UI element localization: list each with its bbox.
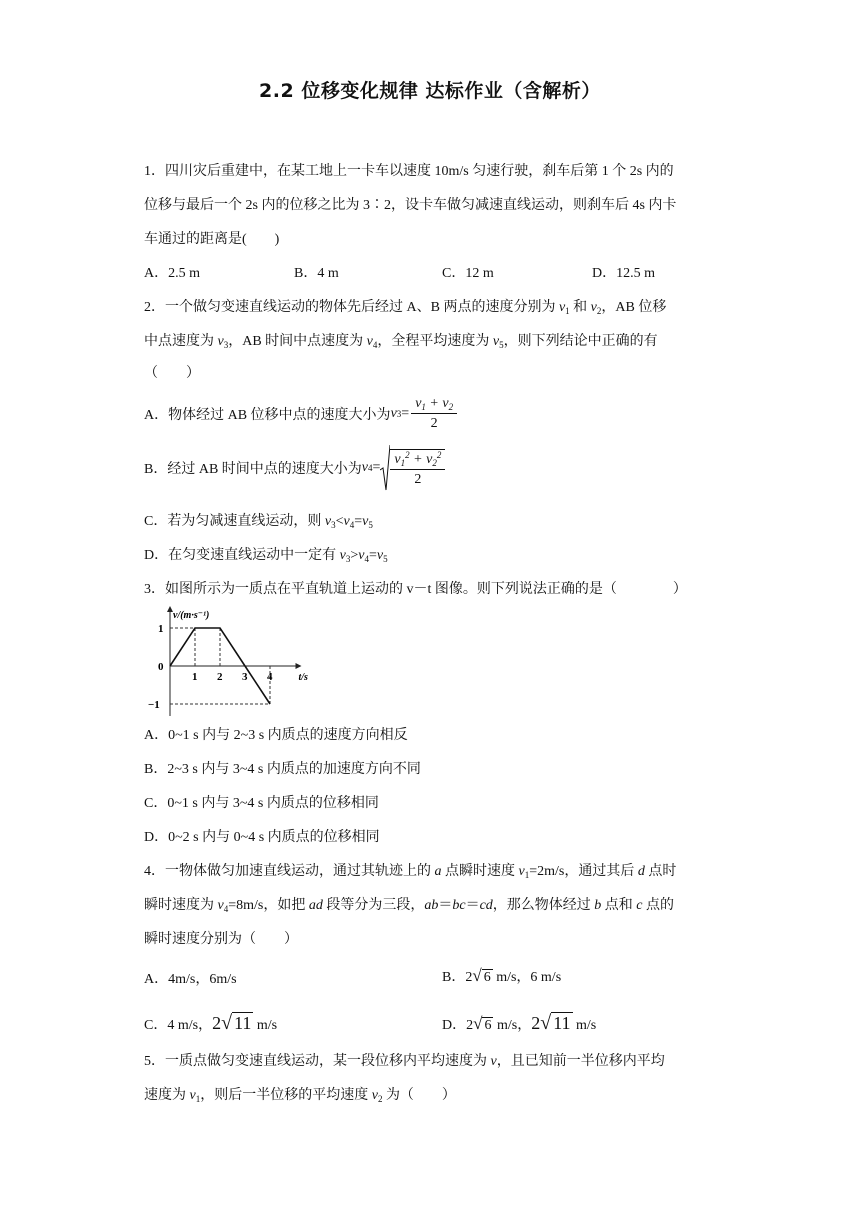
q4-option-b: B．2√ 6 m/s，6 m/s bbox=[442, 966, 562, 985]
x-tick-label: 2 bbox=[217, 671, 223, 683]
q2-line1: 2．一个做匀变速直线运动的物体先后经过 A、B 两点的速度分别为 $v_1$ 和 $v_2$，AB 位移 bbox=[144, 300, 667, 316]
q1-option-d: D．12.5 m bbox=[592, 266, 655, 281]
q1-line2: 位移与最后一个 2s 内的位移之比为 3∶2，设卡车做匀减速直线运动，则刹车后 4s 内卡 bbox=[144, 198, 677, 213]
q3-line1: 3．如图所示为一质点在平直轨道上运动的 v－t 图像。则下列说法正确的是（ ） bbox=[144, 582, 687, 597]
page-title: 2.2 位移变化规律 达标作业（含解析） bbox=[259, 80, 601, 102]
q4-line1: 4．一物体做匀加速直线运动，通过其轨迹上的 a 点瞬时速度 $v_1=2m/s$，通过其后 d 点时 bbox=[144, 864, 677, 880]
formula-a-fraction: $\frac{v_1 + v_2}{2}$ bbox=[411, 396, 457, 432]
x-tick-label: 1 bbox=[192, 671, 198, 683]
q3-option-a: A．0~1 s 内与 2~3 s 内质点的速度方向相反 bbox=[144, 728, 408, 743]
q2-line3: （ ） bbox=[144, 366, 200, 381]
q4-option-c: C．4 m/s，2√ 11 m/s bbox=[144, 1012, 278, 1034]
y-tick-label: 1 bbox=[158, 623, 164, 635]
q1-option-b: B．4 m bbox=[294, 266, 339, 281]
q2-option-d: D．在匀变速直线运动中一定有 $v_3>v_4=v_5$ bbox=[144, 548, 388, 564]
x-tick-label: 3 bbox=[242, 671, 248, 683]
q2-option-b: B．经过 AB 时间中点的速度大小为 v 4 = $\frac{v_1^2 + v_2^2}{2}$ bbox=[144, 444, 445, 492]
q3-option-c: C．0~1 s 内与 3~4 s 内质点的位移相同 bbox=[144, 796, 379, 811]
q1-option-c: C．12 m bbox=[442, 266, 494, 281]
radical-sign-icon bbox=[380, 444, 390, 492]
y-tick-label: 0 bbox=[158, 661, 164, 673]
y-axis-label: v/(m·s⁻¹) bbox=[173, 610, 210, 621]
q4-line2: 瞬时速度为 $v_4=8m/s$，如把 ad 段等分为三段，ab＝bc＝cd，那么物体经过 b 点和 c 点的 bbox=[144, 898, 674, 914]
q3-option-b: B．2~3 s 内与 3~4 s 内质点的加速度方向不同 bbox=[144, 762, 421, 777]
q2-option-a: A．物体经过 AB 位移中点的速度大小为 v 3 = $\frac{v_1 + v_2}{2}$ bbox=[144, 396, 457, 432]
x-axis-label: t/s bbox=[298, 672, 308, 683]
q5-line1: 5．一质点做匀变速直线运动，某一段位移内平均速度为 v，且已知前一半位移内平均 bbox=[144, 1054, 665, 1069]
q1-line3: 车通过的距离是( ) bbox=[144, 232, 280, 247]
q1-line1: 1．四川灾后重建中，在某工地上一卡车以速度 10m/s 匀速行驶，刹车后第 1 个 2s 内的 bbox=[144, 164, 674, 179]
q1-option-a: A．2.5 m bbox=[144, 266, 200, 281]
q2-option-c: C．若为匀减速直线运动，则 $v_3<v_4=v_5$ bbox=[144, 514, 373, 530]
vt-graph bbox=[144, 604, 320, 722]
x-axis-arrow-icon bbox=[296, 663, 302, 669]
q5-line2: 速度为 $v_1$，则后一半位移的平均速度 $v_2$ 为（ ） bbox=[144, 1088, 456, 1104]
q4-option-a: A．4m/s，6m/s bbox=[144, 972, 237, 987]
formula-b-sqrt: $\frac{v_1^2 + v_2^2}{2}$ bbox=[380, 444, 445, 492]
q3-option-d: D．0~2 s 内与 0~4 s 内质点的位移相同 bbox=[144, 830, 380, 845]
q4-line3: 瞬时速度分别为（ ） bbox=[144, 932, 298, 947]
q2-line2: 中点速度为 $v_3$，AB 时间中点速度为 $v_4$，全程平均速度为 $v_5$，则下列结论中正确的有 bbox=[144, 334, 658, 350]
y-tick-label: −1 bbox=[148, 699, 160, 711]
x-tick-label: 4 bbox=[267, 671, 273, 683]
q4-option-d: D．2√ 6 m/s，2√ 11 m/s bbox=[442, 1012, 597, 1034]
